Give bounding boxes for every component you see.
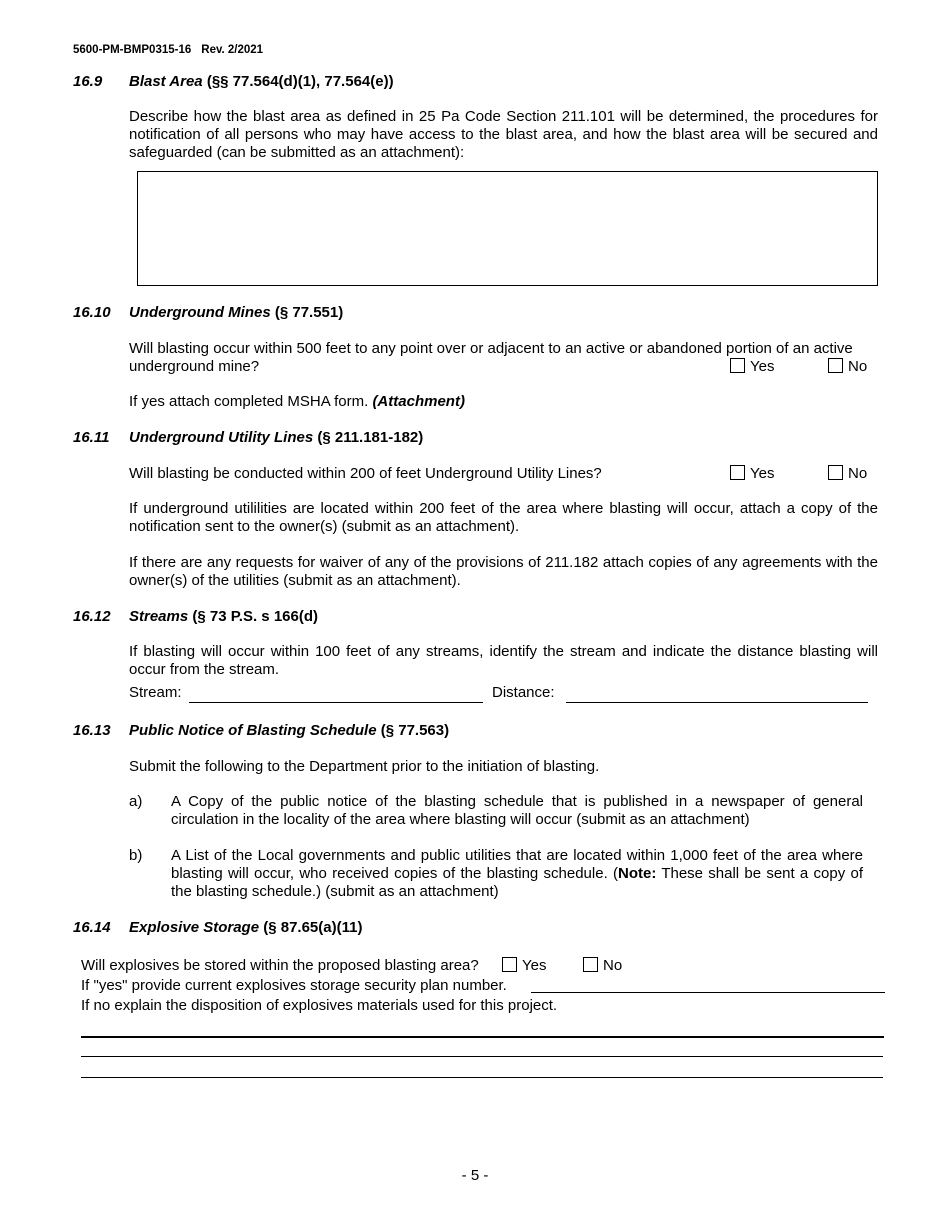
storage-explain-line-3[interactable]	[81, 1077, 883, 1078]
attachment-label: (Attachment)	[372, 393, 465, 410]
section-16-14-title	[129, 919, 362, 936]
option-label: No	[848, 465, 868, 482]
section-16-14-number: 16.14	[73, 919, 111, 936]
storage-explain-line-1[interactable]	[81, 1036, 884, 1038]
form-id: 5600-PM-BMP0315-16	[73, 44, 192, 56]
section-16-10-title	[129, 304, 343, 321]
storage-plan-label: If "yes" provide current explosives storage security plan number.	[81, 977, 507, 994]
item-b-pre: A List of the Local governments and public utilities that are located within 1,000 feet of the area where blasting will occur, who received copies of the blasting schedule. (	[171, 847, 863, 882]
section-citation: (§ 87.65(a)(11)	[263, 919, 363, 936]
option-label: Yes	[750, 358, 775, 375]
utility-notification-paragraph: If underground utililities are located within 200 feet of the area where blasting will occur, attach a copy of the notification sent to the owner(s) (submit as an attachment).	[129, 500, 878, 535]
page-number: - 5 -	[461, 1167, 489, 1184]
section-16-13-number: 16.13	[73, 722, 111, 739]
note-label: Note:	[618, 865, 657, 882]
storage-no-checkbox[interactable]	[583, 957, 598, 972]
section-title-text: Public Notice of Blasting Schedule	[129, 722, 377, 739]
mine-no-option[interactable]	[828, 358, 867, 375]
distance-label: Distance:	[492, 684, 555, 701]
distance-input[interactable]	[566, 702, 868, 703]
option-label: Yes	[522, 957, 547, 974]
section-16-11-number: 16.11	[73, 429, 110, 446]
section-16-12-title	[129, 608, 318, 625]
section-title-text: Streams	[129, 608, 189, 625]
item-a-text: A Copy of the public notice of the blasting schedule that is published in a newspaper of general circulation in the locality of the area where blasting will occur (submit as an attachment)	[171, 793, 863, 828]
storage-plan-input[interactable]	[531, 992, 885, 993]
utility-yes-checkbox[interactable]	[730, 465, 745, 480]
section-citation: (§ 77.551)	[274, 304, 344, 321]
section-title-text: Underground Mines	[129, 304, 271, 321]
item-b-marker: b)	[129, 847, 143, 864]
blast-area-textbox[interactable]	[137, 171, 878, 286]
stream-input[interactable]	[189, 702, 483, 703]
section-16-9-number: 16.9	[73, 73, 103, 90]
section-citation: (§ 211.181-182)	[317, 429, 424, 446]
stream-label: Stream:	[129, 684, 182, 701]
option-label: No	[848, 358, 868, 375]
msha-note-text: If yes attach completed MSHA form.	[129, 393, 369, 410]
section-16-12-number: 16.12	[73, 608, 111, 625]
mine-yes-option[interactable]	[730, 358, 774, 375]
utility-no-option[interactable]	[828, 465, 867, 482]
blast-area-description: Describe how the blast area as defined in 25 Pa Code Section 211.101 will be determined, the procedures for notification of all persons who may have access to the blast area, and how the blast area will be secured and safeguarded (can be submitted as an attachment):	[129, 108, 878, 161]
option-label: Yes	[750, 465, 775, 482]
public-notice-intro: Submit the following to the Department prior to the initiation of blasting.	[129, 758, 600, 775]
section-title-text: Underground Utility Lines	[129, 429, 314, 446]
utility-question: Will blasting be conducted within 200 of feet Underground Utility Lines?	[129, 465, 602, 482]
section-16-10-number: 16.10	[73, 304, 111, 321]
section-16-13-title	[129, 722, 449, 739]
form-header	[73, 44, 263, 56]
storage-yes-checkbox[interactable]	[502, 957, 517, 972]
storage-explain-label: If no explain the disposition of explosives materials used for this project.	[81, 997, 558, 1014]
utility-no-checkbox[interactable]	[828, 465, 843, 480]
section-citation: (§§ 77.564(d)(1), 77.564(e))	[206, 73, 394, 90]
streams-description: If blasting will occur within 100 feet of any streams, identify the stream and indicate the distance blasting will occur from the stream.	[129, 643, 878, 678]
section-16-9-title	[129, 73, 394, 90]
msha-note	[129, 393, 465, 410]
mine-no-checkbox[interactable]	[828, 358, 843, 373]
underground-mine-question-line2: underground mine?	[129, 358, 260, 375]
section-citation: (§ 77.563)	[380, 722, 450, 739]
mine-yes-checkbox[interactable]	[730, 358, 745, 373]
section-citation: (§ 73 P.S. s 166(d)	[192, 608, 318, 625]
storage-explain-line-2[interactable]	[81, 1056, 883, 1057]
item-b-post: These shall be sent a copy of the blasting schedule.) (submit as an attachment)	[171, 865, 863, 900]
utility-waiver-paragraph: If there are any requests for waiver of any of the provisions of 211.182 attach copies of any agreements with the owner(s) of the utilities (submit as an attachment).	[129, 554, 878, 589]
section-title-text: Explosive Storage	[129, 919, 260, 936]
utility-yes-option[interactable]	[730, 465, 774, 482]
section-title-text: Blast Area	[129, 73, 203, 90]
storage-no-option[interactable]	[583, 957, 622, 974]
item-a-marker: a)	[129, 793, 143, 810]
storage-yes-option[interactable]	[502, 957, 546, 974]
option-label: No	[603, 957, 623, 974]
section-16-11-title	[129, 429, 423, 446]
item-b-text	[171, 847, 863, 901]
underground-mine-question-line1: Will blasting occur within 500 feet to any point over or adjacent to an active or abandoned portion of an active	[129, 340, 853, 357]
form-revision: Rev. 2/2021	[201, 44, 264, 56]
storage-question: Will explosives be stored within the proposed blasting area?	[81, 957, 479, 974]
